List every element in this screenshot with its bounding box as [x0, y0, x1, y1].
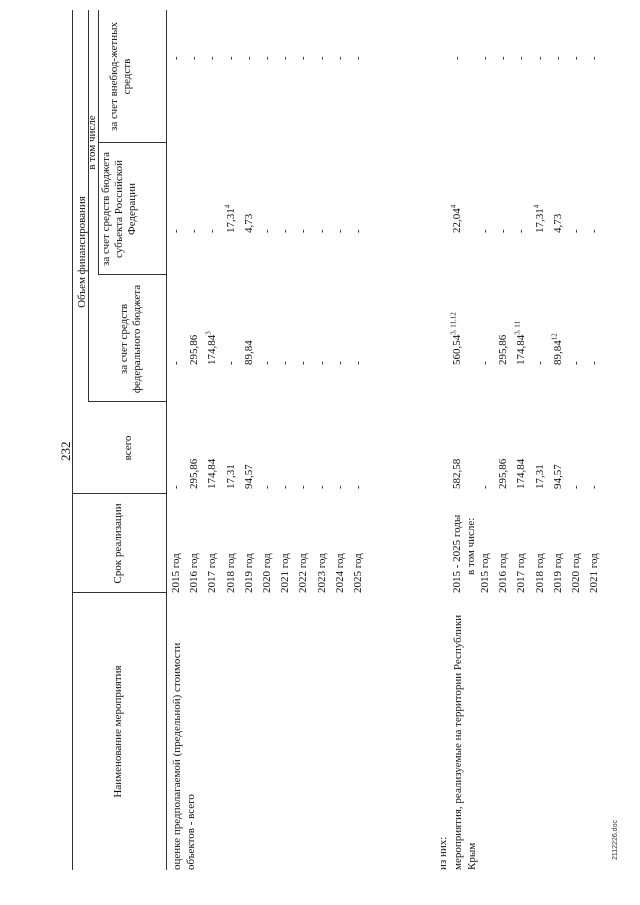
- federal-cell: 295,86: [497, 334, 510, 365]
- total-cell: 174,84: [206, 458, 219, 489]
- total-cell: 94,57: [242, 464, 255, 489]
- federal-cell: 89,84: [242, 340, 255, 365]
- regional-cell: 4,73: [242, 213, 255, 233]
- header-name: Наименование мероприятия: [112, 665, 124, 798]
- group2-extra: -: [451, 56, 463, 60]
- group2-period: 2015 - 2025 годы: [451, 514, 463, 593]
- year-cell: 2019 год: [242, 553, 255, 593]
- regional-cell: -: [170, 229, 182, 233]
- total-cell: -: [570, 485, 582, 489]
- total-cell: -: [261, 485, 273, 489]
- header-funding: Объем финансирования: [76, 196, 88, 308]
- federal-cell: -: [333, 361, 346, 365]
- page-number: 232: [58, 441, 73, 461]
- year-cell: 2019 год: [551, 553, 564, 593]
- federal-cell: -: [588, 361, 601, 365]
- year-cell: 2023 год: [315, 553, 328, 593]
- regional-cell: -: [333, 229, 346, 233]
- extra-cell: -: [333, 56, 346, 60]
- year-cell: 2021 год: [588, 553, 601, 593]
- year-cell: 2025 год: [352, 553, 364, 593]
- extra-cell: -: [297, 56, 310, 60]
- regional-cell: 17,31$^4$: [222, 204, 237, 233]
- extra-cell: -: [551, 56, 564, 60]
- federal-cell: -: [170, 361, 182, 365]
- extra-cell: -: [352, 56, 364, 60]
- col-divider-regional: [98, 142, 166, 143]
- year-cell: 2022 год: [297, 553, 310, 593]
- extra-cell: -: [170, 56, 182, 60]
- federal-cell: -: [570, 361, 582, 365]
- total-cell: -: [170, 485, 182, 489]
- header-period: Срок реализации: [112, 503, 124, 584]
- extra-cell: -: [188, 56, 201, 60]
- total-cell: -: [352, 485, 364, 489]
- footer-doc-code: 2112226.doc: [612, 820, 619, 860]
- group2-total: 582,58: [451, 458, 463, 489]
- group2-name: мероприятия, реализуемые на территории Республики Крым: [452, 614, 478, 870]
- federal-cell: 295,86: [188, 334, 201, 365]
- year-cell: 2020 год: [261, 553, 273, 593]
- federal-cell: -: [224, 361, 237, 365]
- regional-cell: -: [352, 229, 364, 233]
- group2-incl-label: в том числе:: [465, 517, 477, 575]
- federal-cell: -: [315, 361, 328, 365]
- year-cell: 2017 год: [515, 553, 528, 593]
- total-cell: 295,86: [188, 458, 201, 489]
- federal-cell: -: [352, 361, 364, 365]
- regional-cell: -: [497, 229, 510, 233]
- extra-cell: -: [224, 56, 237, 60]
- group2-regional: 22,04$^4$: [449, 204, 463, 233]
- header-incl: в том числе: [86, 115, 98, 170]
- regional-cell: -: [479, 229, 491, 233]
- regional-cell: -: [279, 229, 292, 233]
- regional-cell: -: [588, 229, 601, 233]
- year-cell: 2021 год: [279, 553, 292, 593]
- total-cell: -: [588, 485, 601, 489]
- extra-cell: -: [242, 56, 255, 60]
- header-regional: за счет средств бюджета субъекта Российской Федерации: [100, 152, 138, 266]
- year-cell: 2016 год: [188, 553, 201, 593]
- table-top-border: [72, 10, 73, 870]
- extra-cell: -: [315, 56, 328, 60]
- year-cell: 2015 год: [170, 553, 182, 593]
- year-cell: 2018 год: [224, 553, 237, 593]
- header-extra: за счет внебюд-жетных средств: [108, 22, 133, 132]
- group2-federal: 560,54$^{3, 11,12}$: [449, 312, 463, 365]
- extra-cell: -: [261, 56, 273, 60]
- total-cell: -: [297, 485, 310, 489]
- header-federal: за счет средств федерального бюджета: [118, 284, 143, 394]
- total-cell: -: [279, 485, 292, 489]
- year-cell: 2015 год: [479, 553, 491, 593]
- regional-cell: -: [206, 229, 219, 233]
- extra-cell: -: [479, 56, 491, 60]
- federal-cell: 174,84$^{3, 11}$: [513, 321, 528, 365]
- extra-cell: -: [206, 56, 219, 60]
- total-cell: 94,57: [551, 464, 564, 489]
- total-cell: -: [333, 485, 346, 489]
- header-total: всего: [122, 435, 134, 461]
- regional-cell: -: [188, 229, 201, 233]
- regional-cell: 17,31$^4$: [531, 204, 546, 233]
- federal-cell: -: [533, 361, 546, 365]
- federal-cell: 89,84$^{12}$: [550, 333, 564, 365]
- year-cell: 2020 год: [570, 553, 582, 593]
- year-cell: 2017 год: [206, 553, 219, 593]
- extra-cell: -: [570, 56, 582, 60]
- federal-cell: -: [297, 361, 310, 365]
- federal-cell: -: [279, 361, 292, 365]
- group2-prefix: из них:: [437, 836, 449, 870]
- regional-cell: -: [315, 229, 328, 233]
- group1-name: оценке предполагаемой (предельной) стоимости объектов - всего: [171, 642, 197, 870]
- extra-cell: -: [497, 56, 510, 60]
- extra-cell: -: [533, 56, 546, 60]
- regional-cell: -: [515, 229, 528, 233]
- total-cell: 17,31: [224, 464, 237, 489]
- extra-cell: -: [588, 56, 601, 60]
- header-bottom-border: [166, 10, 167, 870]
- regional-cell: -: [297, 229, 310, 233]
- total-cell: 295,86: [497, 458, 510, 489]
- federal-cell: -: [479, 361, 491, 365]
- federal-cell: 174,84$^3$: [204, 331, 219, 365]
- regional-cell: -: [570, 229, 582, 233]
- year-cell: 2018 год: [533, 553, 546, 593]
- extra-cell: -: [515, 56, 528, 60]
- regional-cell: 4,73: [551, 213, 564, 233]
- year-cell: 2016 год: [497, 553, 510, 593]
- total-cell: 174,84: [515, 458, 528, 489]
- federal-cell: -: [261, 361, 273, 365]
- regional-cell: -: [261, 229, 273, 233]
- year-cell: 2024 год: [333, 553, 346, 593]
- extra-cell: -: [279, 56, 292, 60]
- total-cell: 17,31: [533, 464, 546, 489]
- col-divider-federal: [98, 274, 166, 275]
- total-cell: -: [479, 485, 491, 489]
- total-cell: -: [315, 485, 328, 489]
